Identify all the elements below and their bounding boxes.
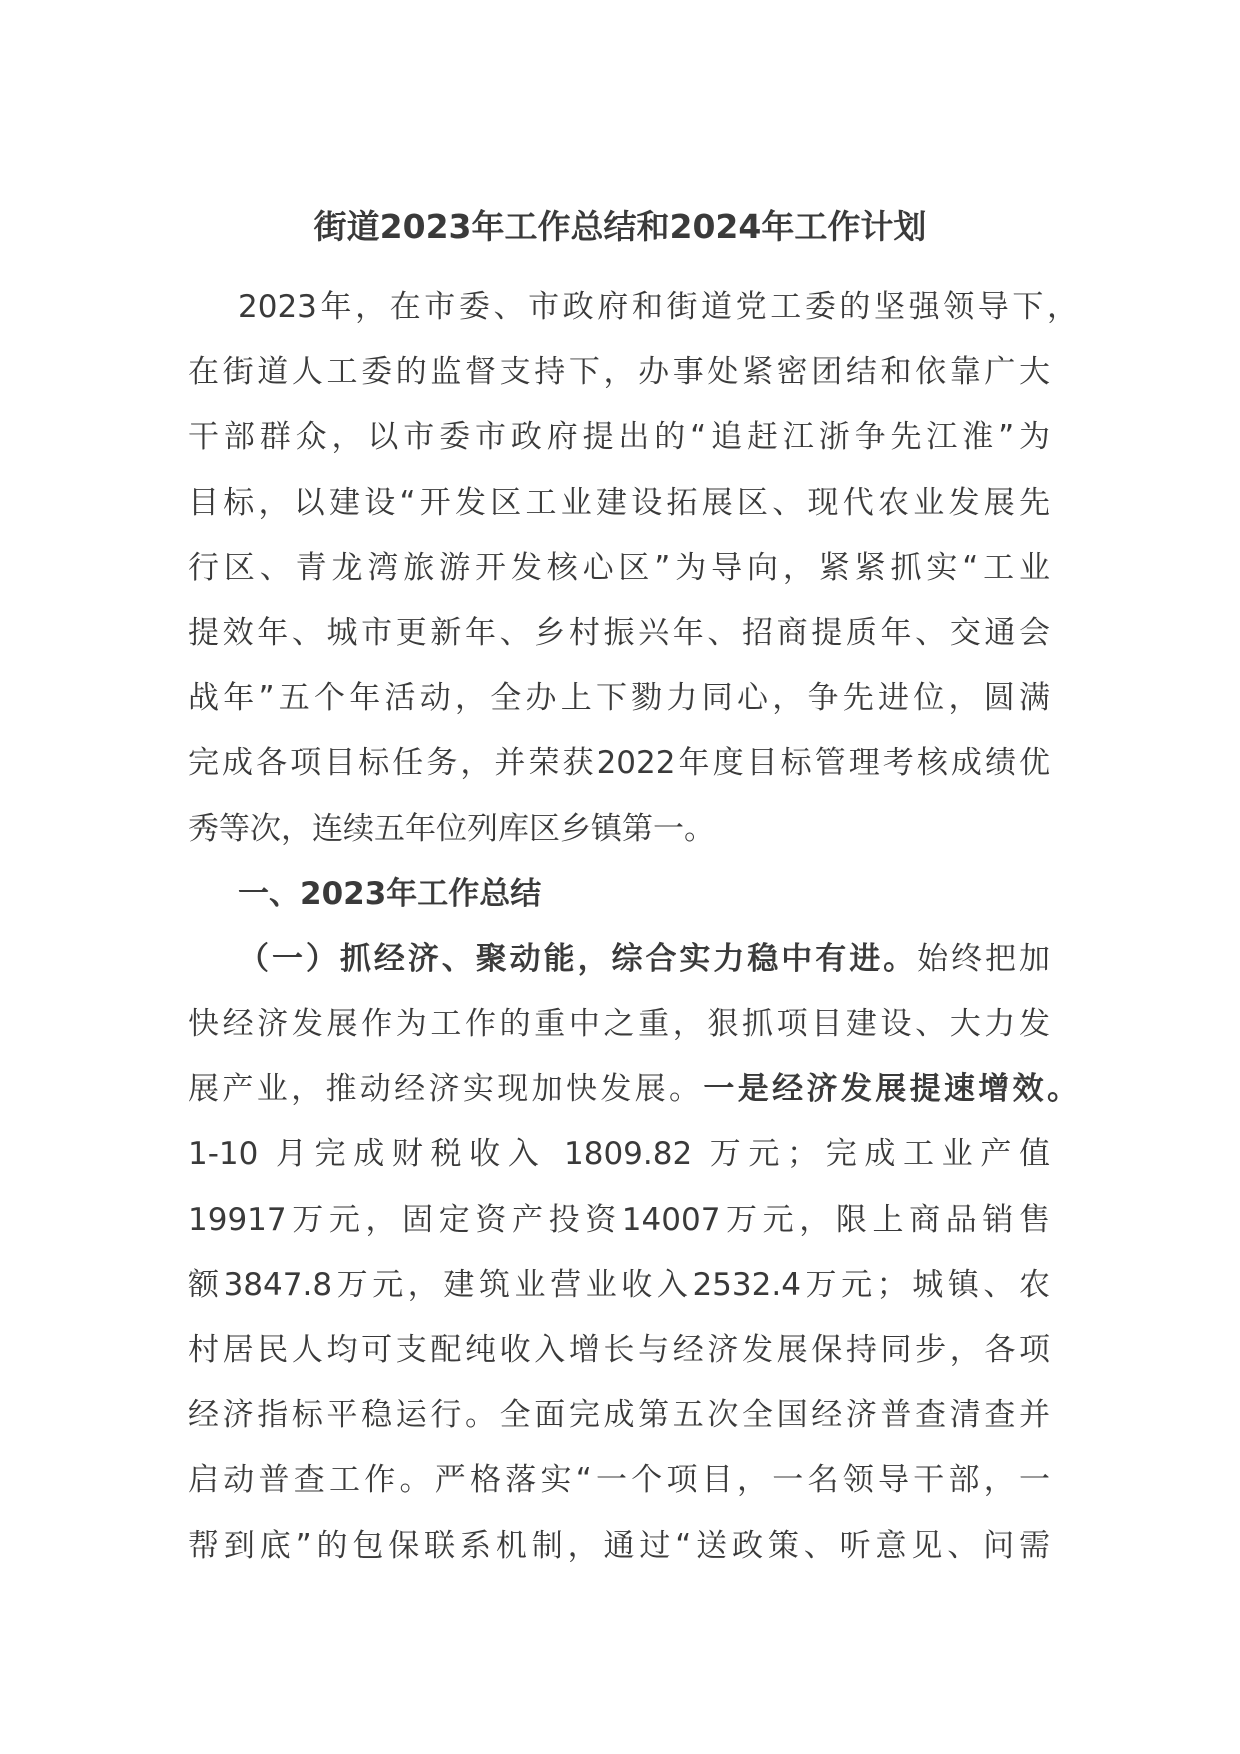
text-segment: 行区、青龙湾旅游开发核心区”为导向，紧紧抓实“工业 bbox=[188, 549, 1050, 586]
text-line bbox=[188, 1122, 1050, 1187]
text-line bbox=[188, 1253, 1050, 1318]
text-segment: 村居民人均可支配纯收入增长与经济发展保持同步，各项 bbox=[188, 1332, 1050, 1368]
text-line bbox=[188, 992, 1050, 1057]
text-line bbox=[188, 1188, 1050, 1253]
text-segment: 快经济发展作为工作的重中之重，狠抓项目建设、大力发 bbox=[188, 1006, 1050, 1043]
text-segment: 1-10 月完成财税收入 1809.82 万元；完成工业产值 bbox=[188, 1136, 1050, 1173]
text-line bbox=[188, 471, 1050, 536]
text-line bbox=[188, 1057, 1078, 1122]
document-title: 街道2023年工作总结和2024年工作计划 bbox=[313, 207, 927, 246]
text-segment: 在街道人工委的监督支持下，办事处紧密团结和依靠广大 bbox=[188, 354, 1050, 391]
text-segment: 展产业，推动经济实现加快发展。 bbox=[188, 1071, 704, 1108]
text-line bbox=[188, 1318, 1050, 1383]
text-segment: 启动普查工作。严格落实“一个项目，一名领导干部，一 bbox=[188, 1462, 1050, 1499]
bold-text: （一）抓经济、聚动能，综合实力稳中有进。 bbox=[238, 940, 918, 977]
text-line bbox=[188, 1448, 1050, 1513]
text-line bbox=[188, 731, 1050, 796]
text-line bbox=[188, 536, 1050, 601]
text-line bbox=[188, 797, 1050, 862]
text-line bbox=[188, 275, 1078, 340]
text-line bbox=[188, 1514, 1050, 1579]
text-segment: 经济指标平稳运行。全面完成第五次全国经济普查清查并 bbox=[188, 1397, 1050, 1434]
text-line bbox=[188, 405, 1050, 470]
text-line bbox=[188, 862, 1050, 927]
text-line bbox=[188, 1383, 1050, 1448]
text-segment: 始终把加 bbox=[917, 940, 1051, 977]
text-segment: 额3847.8万元，建筑业营业收入2532.4万元；城镇、农 bbox=[188, 1266, 1050, 1303]
document-body bbox=[188, 275, 1079, 1579]
text-line bbox=[188, 927, 1050, 992]
bold-text: 一是经济发展提速增效。 bbox=[703, 1071, 1079, 1108]
text-line bbox=[188, 340, 1050, 405]
text-segment: 干部群众，以市委市政府提出的“追赶江浙争先江淮”为 bbox=[188, 419, 1050, 456]
text-segment: 目标，以建设“开发区工业建设拓展区、现代农业发展先 bbox=[188, 484, 1050, 521]
text-line bbox=[188, 666, 1050, 731]
text-segment: 提效年、城市更新年、乡村振兴年、招商提质年、交通会 bbox=[188, 614, 1050, 651]
text-segment: 秀等次，连续五年位列库区乡镇第一。 bbox=[188, 810, 715, 847]
bold-text: 一、2023年工作总结 bbox=[238, 875, 542, 912]
text-line bbox=[188, 601, 1050, 666]
text-segment: 完成各项目标任务，并荣获2022年度目标管理考核成绩优 bbox=[188, 745, 1050, 782]
text-segment: 19917万元，固定资产投资14007万元，限上商品销售 bbox=[188, 1201, 1050, 1238]
text-segment: 2023年，在市委、市政府和街道党工委的坚强领导下， bbox=[238, 289, 1078, 325]
text-segment: 帮到底”的包保联系机制，通过“送政策、听意见、问需 bbox=[188, 1527, 1050, 1564]
text-segment: 战年”五个年活动，全办上下勠力同心，争先进位，圆满 bbox=[188, 680, 1050, 717]
